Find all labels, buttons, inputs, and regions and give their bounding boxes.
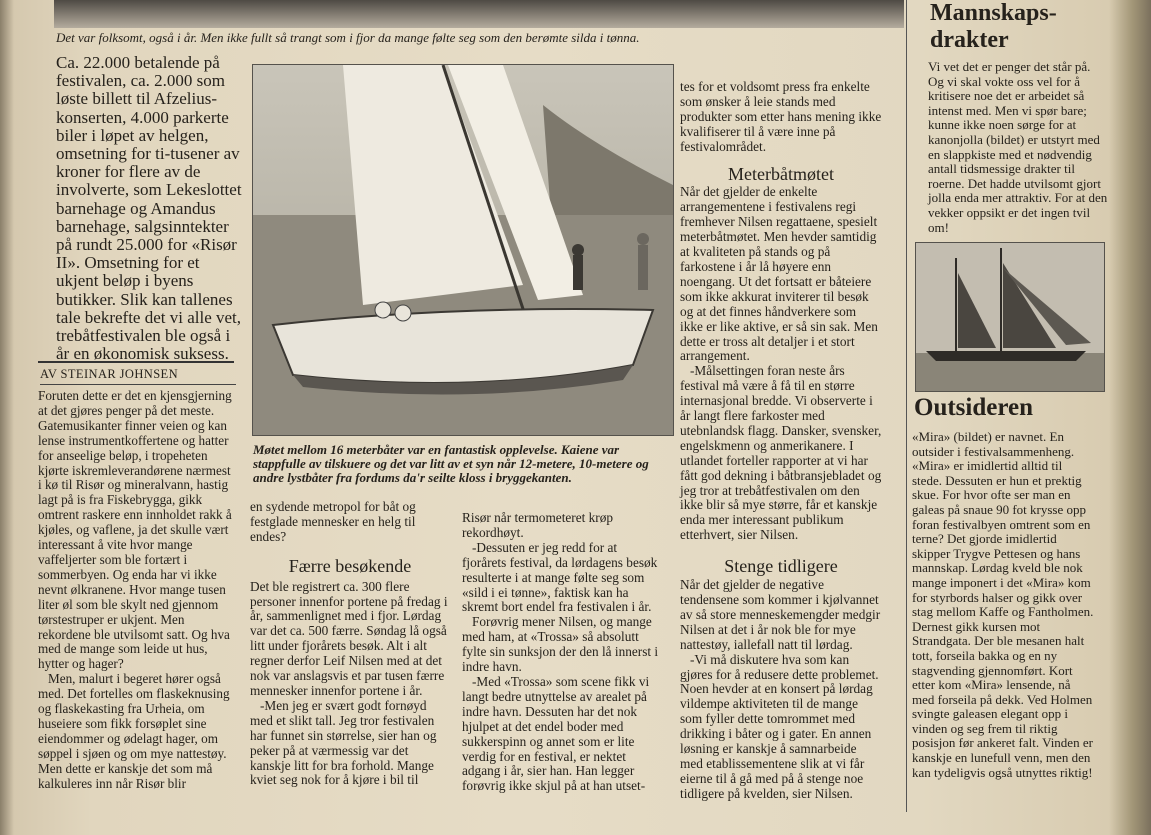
subhead-stenge-tidligere: Stenge tidligere bbox=[724, 556, 838, 577]
col2b-paragraph-2: Forøvrig mener Nilsen, og mange med ham, at «Trossa» så absolutt fylte sin sunksjon der den lå innerst i indre havn. bbox=[462, 614, 659, 675]
sailboat-photo bbox=[252, 64, 674, 436]
side-heading-mannskapsdrakter: Mannskaps-drakter bbox=[930, 0, 1057, 53]
col2a-paragraph-2: -Men jeg er svært godt fornøyd med et slikt tall. Jeg tror festivalen har funnet sin størrelse, sier han og peker på at værmessig var det kanskje litt for bra forhold. Mange kviet seg nok for å kjøre i bil til bbox=[250, 697, 437, 788]
column-1-body bbox=[38, 389, 236, 791]
subhead-meterbatmotet: Meterbåtmøtet bbox=[728, 163, 834, 184]
column-2b-body bbox=[462, 511, 664, 794]
side-heading-outsideren: Outsideren bbox=[914, 394, 1033, 421]
side-column-body-2: «Mira» (bildet) er navnet. En outsider i festivalsammenheng. «Mira» er imidlertid alltid til stede. Dessuten er hun et prektig skue. For hvor ofte ser man en galeas på snaue 90 fot krysse opp foran festivalbyen omtrent som en terne? Det gjorde imidlertid skipper Trygve Pettesen og hans mannskap. Lørdag kveld ble nok mange imponert i det «Mira» kom for styrbords halser og gikk over stag mellom Kaffe og Fantholmen. Dernest gikk kursen mot Strandgata. Der ble mesanen halt tott, forseila bakka og en ny stagvending gjennomført. Kort etter kom «Mira» lensende, nå med forseila på dekk. Ved Holmen svingte galeasen elegant opp i vinden og seg frem til riktig posisjon før ankeret falt. Vinden er kanskje en lunefull venn, men den kan tydeligvis også utnyttes riktig! bbox=[912, 429, 1094, 780]
subhead-faerre-besokende: Færre besøkende bbox=[288, 555, 412, 576]
col3-top-text: tes for et voldsomt press fra enkelte som ønsker å leie stands med produkter som etter hans mening ikke kvalifiserer til å være inne på festivalområdet. bbox=[680, 79, 882, 154]
col2a-top-text: en sydende metropol for båt og festglade mennesker en helg til endes? bbox=[250, 499, 416, 544]
galleon-illustration bbox=[916, 243, 1104, 391]
col2b-paragraph-1: -Dessuten er jeg redd for at fjorårets festival, da lørdagens besøk resulterte i at mange følte seg som «sild i ei tønne», faktisk kan ha skremt bort endel fra festivalen i år. bbox=[462, 539, 658, 615]
col1-paragraph-1: Foruten dette er det en kjensgjerning at det gjøres penger på det meste. Gatemusikanter finner veien og kan lense instrumentkoffertene og hatter for anseelige beløp, i tropeheten kjørte iskremleverandørene nærmest i kø til Risør og mineralvann, hastig lagt på is fra Fiskebrygga, gikk omtrent raskere enn innholdet rakk å kjøles, og vaflene, ja det skulle vært interessant å vite hvor mange vaffeljerter som ble fortært i sommerbyen. Og enda har vi ikke nevnt ølkranene. Hvor mange tusen liter øl som ble skylt ned gjennom tørstestruper er ukjent. Men rekordene ble utvilsomt satt. Og hva med de mange som leide ut hus, hytter og hager? bbox=[38, 388, 232, 672]
col1-paragraph-2: Men, malurt i begeret hører også med. Det fortelles om flaskeknusing og flaskekasting fra Urheia, om huseiere som fikk forsøplet sine eiendommer og ødelagt hager, om søppel i sjøen og om mye nattestøy. Men dette er kanskje det som må kalkuleres inn når Risør blir bbox=[38, 671, 230, 791]
page-fold-left bbox=[0, 0, 14, 835]
main-photo-caption: Møtet mellom 16 meterbåter var en fantastisk opplevelse. Kaiene var stappfulle av tilskuere og det var litt av et syn når 12-metere, 10-metere og andre lystbåter fra fordums da'r seilte kloss i bryggekanten. bbox=[253, 442, 649, 485]
top-photo-caption: Det var folksomt, også i år. Men ikke fullt så trangt som i fjor da mange følte seg som den berømte silda i tønna. bbox=[56, 30, 640, 45]
byline-rule bbox=[38, 361, 234, 363]
page-fold-right bbox=[1109, 0, 1151, 835]
col3-paragraph-1: Når det gjelder de enkelte arrangementene i festivalens regi fremhever Nilsen regattaene, spesielt meterbåtmøtet. Men hevder samtidig at kvaliteten på stands og på farkostene i år lå høyere enn noengang. Ut det fortsatt er båteiere som ikke akkurat inviterer til besøk og at det finnes håndverkere som ikke er like aktive, er så sin sak. Men dette er tross alt detaljer i et stort arrangement. bbox=[680, 184, 878, 364]
side-column-rule bbox=[906, 0, 907, 812]
column-3-body bbox=[680, 80, 882, 802]
sailboat-illustration bbox=[253, 65, 673, 435]
col3-paragraph-4: -Vi må diskutere hva som kan gjøres for å redusere dette problemet. Noen hevder at en konsert på lørdag vildempe aktiviteten til de mange som fyller dette tomrommet med drikking i båter og i gater. En annen løsning er kanskje å samnarbeide med etablissementene slik at vi får eierne til å gå med på å stenge noe tidligere på kvelden, sier Nilsen. bbox=[680, 651, 879, 801]
side-column-body-1: Vi vet det er penger det står på. Og vi skal vokte oss vel for å kritisere noe det er arbeidet så intenst med. Men vi spør bare; kunne ikke noen sørge for at kanonjolla (bildet) er utstyrt med en slappkiste med et nødvendig antall tidsmessige drakter til roerne. Det hadde utvilsomt gjort jolla enda mer attraktiv. For at den vekker oppsikt er det ingen tvil om! bbox=[928, 59, 1108, 235]
intro-paragraph: Ca. 22.000 betalende på festivalen, ca. 2.000 som løste billett til Afzelius-konserten, 4.000 parkerte biler i løpet av helgen, omsetning for ti-tusener av kroner for flere av de involverte, som Lekeslottet barnehage og Amandus barnehage, salgsinntekter på rundt 25.000 for «Risør II». Omsetning for et ukjent beløp i byens butikker. Slik kan tallenes tale bekrefte det vi alle vet, trebåtfestivalen ble også i år en økonomisk suksess. bbox=[56, 53, 242, 364]
col2a-paragraph-1: Det ble registrert ca. 300 flere personer innenfor portene på fredag i år, sammenlignet med i fjor. Lørdag var det ca. 500 færre. Søndag lå også litt under fjorårets besøk. Alt i alt regner derfor Leif Nilsen med at det nok var anslagsvis et par tusen færre mennesker innenfor portene i år. bbox=[250, 578, 448, 698]
col2b-top-text: Risør når termometeret krøp rekordhøyt. bbox=[462, 510, 614, 540]
col3-paragraph-2: -Målsettingen foran neste års festival må være å få til en større internasjonal bredde. Vi observerte i år langt flere farkoster med utebnlandsk flagg. Dansker, svensker, engelskmenn og anmerikanere. I utlandet forteller rapporter at vi har fått god dekning i båtbransjebladet og jeg tror at trebåtfestivalen om den ikke blir så mye større, får et kanskje enda mer interessant publikum etterhvert, sier Nilsen. bbox=[680, 363, 882, 543]
top-photo-strip bbox=[54, 0, 904, 28]
galleon-photo bbox=[915, 242, 1105, 392]
col3-paragraph-3: Når det gjelder de negative tendensene som kommer i kjølvannet av så store menneskemengder medgir Nilsen at det i år nok ble for mye nattestøy, iallefall natt til lørdag. bbox=[680, 577, 881, 652]
byline: AV STEINAR JOHNSEN bbox=[40, 367, 236, 385]
column-2a-body bbox=[250, 500, 450, 788]
col2b-paragraph-3: -Med «Trossa» som scene fikk vi langt bedre utnyttelse av arealet på indre havn. Dessuten har det nok hjulpet at det endel boder med sukkerspinn og annet som er lite verdig for en festival, er nektet adgang i år, sier han. Han legger forøvrig ikke skjul på at han utset- bbox=[462, 673, 650, 794]
